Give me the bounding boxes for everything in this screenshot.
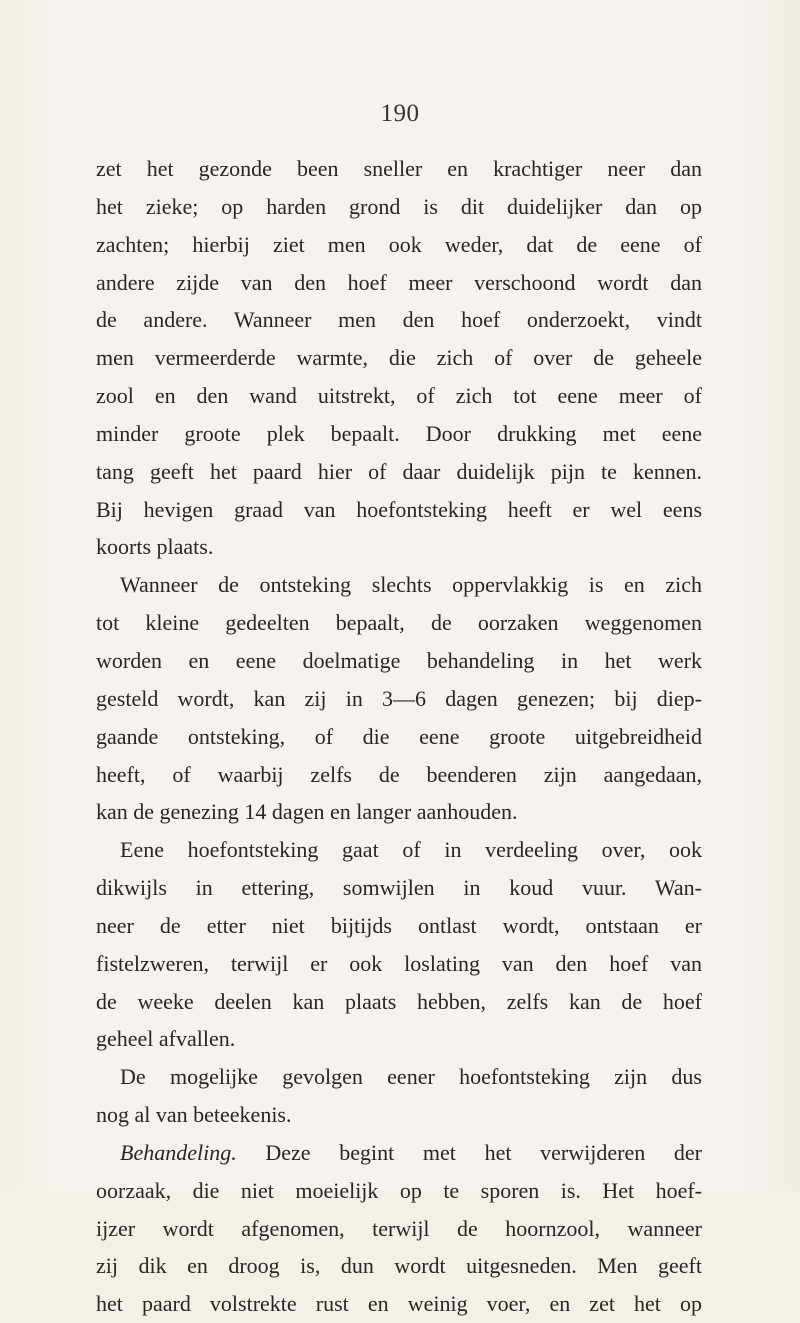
text-line: dikwijls in ettering, somwijlen in koud vuur. Wan-	[96, 875, 702, 901]
text-line: nog al van beteekenis.	[96, 1102, 292, 1128]
text-line: Eene hoefontsteking gaat of in verdeeling over, ook	[120, 837, 702, 863]
text-line	[96, 1134, 702, 1172]
text-line: neer de etter niet bijtijds ontlast wordt, ontstaan er	[96, 912, 702, 938]
text-line: geheel afvallen.	[96, 1026, 236, 1052]
text-line: tang geeft het paard hier of daar duidelijk pijn te kennen.	[96, 458, 702, 484]
text-line: Wanneer de ontsteking slechts oppervlakkig is en zich	[120, 572, 702, 598]
body-text	[96, 150, 702, 1323]
text-line: zachten; hierbij ziet men ook weder, dat de eene of	[96, 231, 702, 257]
text-line: tot kleine gedeelten bepaalt, de oorzaken weggenomen	[96, 610, 702, 636]
text-line: gaande ontsteking, of die eene groote uitgebreidheid	[96, 723, 702, 749]
text-line: men vermeerderde warmte, die zich of over de geheele	[96, 345, 702, 371]
text-line: fistelzweren, terwijl er ook loslating van den hoef van	[96, 950, 702, 976]
text-line: zij dik en droog is, dun wordt uitgesneden. Men geeft	[96, 1253, 702, 1279]
text-line: worden en eene doelmatige behandeling in het werk	[96, 647, 702, 673]
text-line: de andere. Wanneer men den hoef onderzoekt, vindt	[96, 307, 702, 333]
text-line: kan de genezing 14 dagen en langer aanhouden.	[96, 799, 518, 825]
text-line: het paard volstrekte rust en weinig voer, en zet het op	[96, 1291, 702, 1317]
text-line: de weeke deelen kan plaats hebben, zelfs kan de hoef	[96, 988, 702, 1014]
text-line: koorts plaats.	[96, 534, 214, 560]
text-line: gesteld wordt, kan zij in 3—6 dagen genezen; bij diep-	[96, 685, 702, 711]
text-line: zet het gezonde been sneller en krachtiger neer dan	[96, 156, 702, 181]
text-line: Bij hevigen graad van hoefontsteking heeft er wel eens	[96, 496, 702, 522]
text-line: De mogelijke gevolgen eener hoefontsteking zijn dus	[120, 1064, 702, 1090]
section-heading: Behandeling.	[120, 1139, 237, 1165]
text-line: minder groote plek bepaalt. Door drukking met eene	[96, 420, 702, 446]
text-line-remainder: Deze begint met het verwijderen der	[265, 1139, 702, 1165]
text-line: het zieke; op harden grond is dit duidelijker dan op	[96, 193, 702, 219]
text-line: ijzer wordt afgenomen, terwijl de hoornzool, wanneer	[96, 1215, 702, 1241]
text-line: zool en den wand uitstrekt, of zich tot eene meer of	[96, 383, 702, 409]
text-line: oorzaak, die niet moeielijk op te sporen is. Het hoef-	[96, 1177, 702, 1203]
text-line: andere zijde van den hoef meer verschoond wordt dan	[96, 269, 702, 295]
page-number: 190	[380, 100, 420, 127]
text-line: heeft, of waarbij zelfs de beenderen zijn aangedaan,	[96, 761, 702, 787]
